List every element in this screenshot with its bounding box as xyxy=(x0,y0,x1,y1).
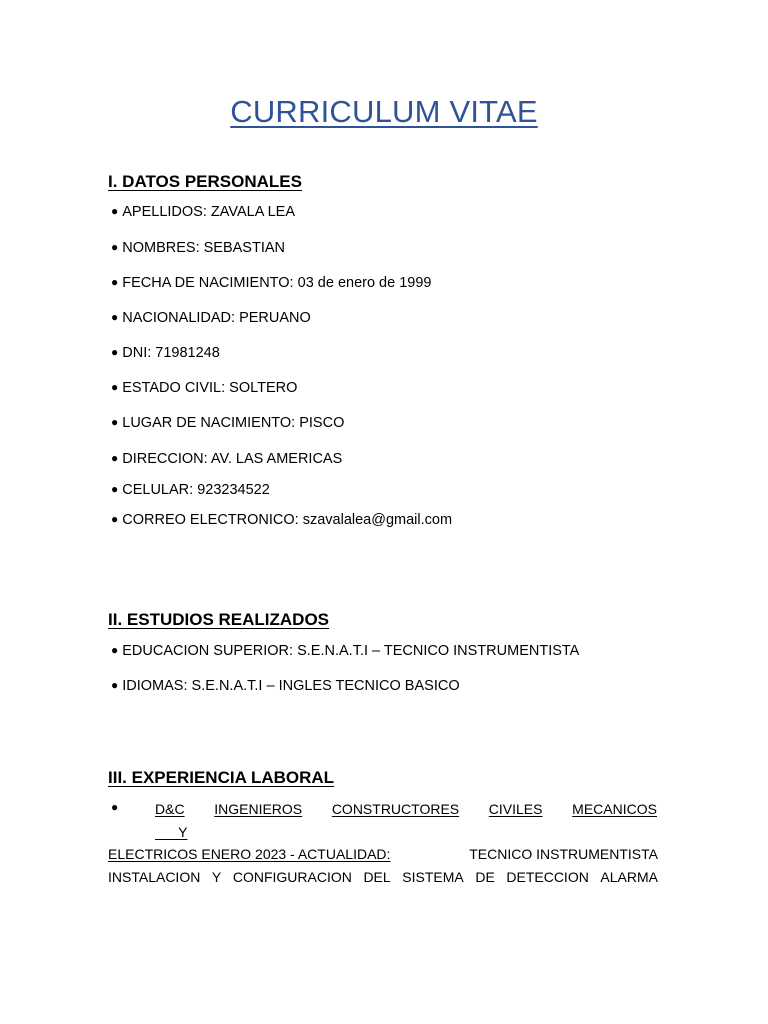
field-label: IDIOMAS: xyxy=(122,678,188,694)
personal-data-item xyxy=(111,310,311,326)
field-value: PISCO xyxy=(299,415,345,431)
company-word: CIVILES xyxy=(488,801,543,817)
bullet-icon: ● xyxy=(111,275,119,289)
field-value: SEBASTIAN xyxy=(203,240,286,256)
personal-data-item xyxy=(111,451,342,467)
document-title: CURRICULUM VITAE xyxy=(230,94,538,129)
personal-data-item xyxy=(111,415,344,431)
experience-role: TECNICO INSTRUMENTISTA xyxy=(469,846,658,862)
field-label: LUGAR DE NACIMIENTO: xyxy=(122,415,296,431)
bullet-icon: ● xyxy=(111,204,119,218)
field-label: NACIONALIDAD: xyxy=(122,310,236,326)
bullet-icon: ● xyxy=(111,512,119,526)
company-word: CONSTRUCTORES xyxy=(331,801,460,817)
field-label: CELULAR: xyxy=(122,482,194,498)
company-word: INGENIEROS xyxy=(214,801,303,817)
section-heading-datos-personales: I. DATOS PERSONALES xyxy=(108,172,302,191)
personal-data-item xyxy=(111,380,297,396)
field-value: 71981248 xyxy=(155,345,220,361)
experience-description-line xyxy=(108,869,658,885)
personal-data-item xyxy=(111,240,285,256)
field-value: S.E.N.A.T.I – TECNICO INSTRUMENTISTA xyxy=(297,643,580,659)
bullet-icon: ● xyxy=(111,643,119,657)
field-value: ZAVALA LEA xyxy=(210,204,295,220)
bullet-icon: ● xyxy=(111,482,119,496)
description-word: SISTEMA xyxy=(402,869,464,885)
field-value: SOLTERO xyxy=(229,380,298,396)
description-word: INSTALACION xyxy=(108,869,201,885)
personal-data-item xyxy=(111,482,270,498)
section-heading-estudios: II. ESTUDIOS REALIZADOS xyxy=(108,610,330,629)
experience-bullet: ● xyxy=(111,800,119,814)
description-word: DETECCION xyxy=(506,869,589,885)
bullet-icon: ● xyxy=(111,451,119,465)
experience-company-y: Y xyxy=(155,824,188,840)
field-value: S.E.N.A.T.I – INGLES TECNICO BASICO xyxy=(191,678,460,694)
bullet-icon: ● xyxy=(111,345,119,359)
bullet-icon: ● xyxy=(111,310,119,324)
field-value: AV. LAS AMERICAS xyxy=(210,451,343,467)
field-value: 03 de enero de 1999 xyxy=(297,275,432,291)
bullet-icon: ● xyxy=(111,380,119,394)
company-word: D&C xyxy=(155,801,185,817)
personal-data-item xyxy=(111,345,220,361)
description-word: ALARMA xyxy=(600,869,658,885)
field-label: DIRECCION: xyxy=(122,451,208,467)
personal-data-item xyxy=(111,512,452,528)
experience-period-line xyxy=(108,846,658,862)
field-label: FECHA DE NACIMIENTO: xyxy=(122,275,294,291)
personal-data-item xyxy=(111,204,295,220)
field-value: 923234522 xyxy=(197,482,270,498)
bullet-icon: ● xyxy=(111,678,119,692)
section-heading-experiencia: III. EXPERIENCIA LABORAL xyxy=(108,768,335,787)
field-label: ESTADO CIVIL: xyxy=(122,380,226,396)
description-word: DE xyxy=(475,869,495,885)
description-word: DEL xyxy=(363,869,391,885)
field-value: szavalalea@gmail.com xyxy=(302,512,453,528)
bullet-icon: ● xyxy=(111,415,119,429)
experience-company-line xyxy=(155,801,657,817)
description-word: Y xyxy=(211,869,222,885)
field-value: PERUANO xyxy=(239,310,311,326)
field-label: EDUCACION SUPERIOR: xyxy=(122,643,294,659)
studies-item xyxy=(111,678,460,694)
bullet-icon: ● xyxy=(111,240,119,254)
company-word: MECANICOS xyxy=(572,801,657,817)
experience-period: ELECTRICOS ENERO 2023 - ACTUALIDAD: xyxy=(108,846,391,862)
studies-item xyxy=(111,643,579,659)
field-label: APELLIDOS: xyxy=(122,204,207,220)
description-word: CONFIGURACION xyxy=(232,869,352,885)
personal-data-item xyxy=(111,275,431,291)
field-label: DNI: xyxy=(122,345,152,361)
field-label: NOMBRES: xyxy=(122,240,200,256)
field-label: CORREO ELECTRONICO: xyxy=(122,512,299,528)
